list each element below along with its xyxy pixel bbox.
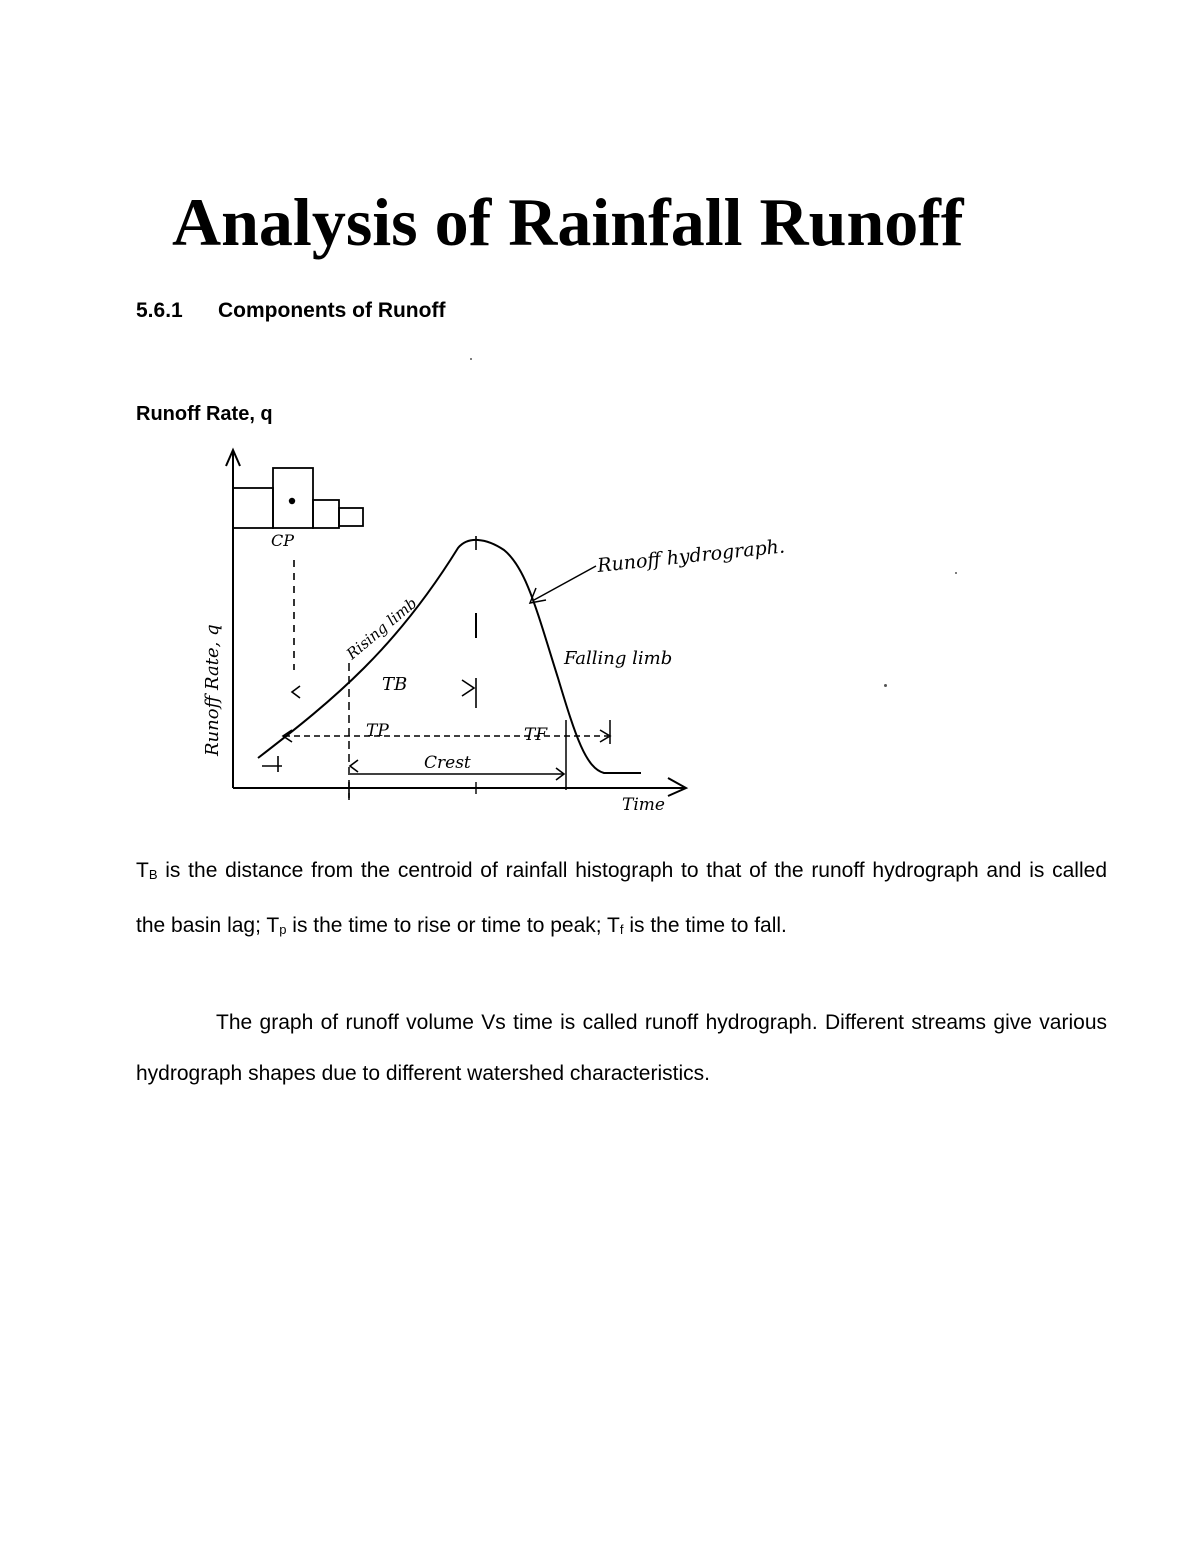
scan-speck [470, 358, 472, 360]
scan-speck [955, 572, 957, 574]
paragraph-text-c: is the time to fall. [623, 914, 787, 937]
paragraph-text-b: is the time to rise or time to peak; [286, 914, 608, 937]
time-to-peak-label: TP [366, 721, 389, 741]
paragraph-hydrograph-text: The graph of runoff volume Vs time is called runoff hydrograph. Different streams give various hydrograph shapes due to different watershed characteristics. [136, 1011, 1107, 1085]
section-title: Components of Runoff [218, 299, 446, 322]
falling-limb-label: Falling limb [564, 648, 673, 669]
paragraph-hydrograph [136, 997, 1107, 1099]
histogram-centroid-dot [289, 498, 295, 504]
tb-symbol: TB [136, 859, 158, 882]
tp-symbol: Tp [266, 914, 287, 937]
y-axis-label: Runoff Rate, q [202, 624, 223, 756]
runoff-hydrograph-label: Runoff hydrograph. [596, 535, 786, 577]
rising-limb-label: Rising limb [343, 593, 421, 664]
crest-start-arrow [350, 760, 358, 772]
paragraph-definitions [136, 845, 1107, 955]
hydrograph-figure [186, 438, 846, 830]
paragraph-text-a: is the distance from the centroid of rainfall histograph to that of the runoff hydrograph and is called the basin lag; [136, 859, 1107, 937]
scan-speck [884, 684, 887, 687]
centroid-label: CP [271, 531, 295, 550]
tf-symbol: Tf [607, 914, 624, 937]
section-number: 5.6.1 [136, 299, 183, 322]
section-heading [136, 298, 445, 323]
figure-heading: Runoff Rate, q [136, 403, 273, 425]
curve-pointer-line [534, 566, 596, 600]
rainfall-histogram [233, 468, 363, 528]
basin-lag-label: TB [382, 674, 408, 695]
hydrograph-sketch [186, 438, 846, 830]
crest-label: Crest [424, 753, 471, 773]
document-title: Analysis of Rainfall Runoff [172, 184, 964, 260]
tb-arrow-head [462, 680, 474, 696]
x-axis-label: Time [622, 795, 665, 815]
time-to-fall-label: TF [524, 725, 548, 745]
centroid-arrow [292, 686, 300, 698]
